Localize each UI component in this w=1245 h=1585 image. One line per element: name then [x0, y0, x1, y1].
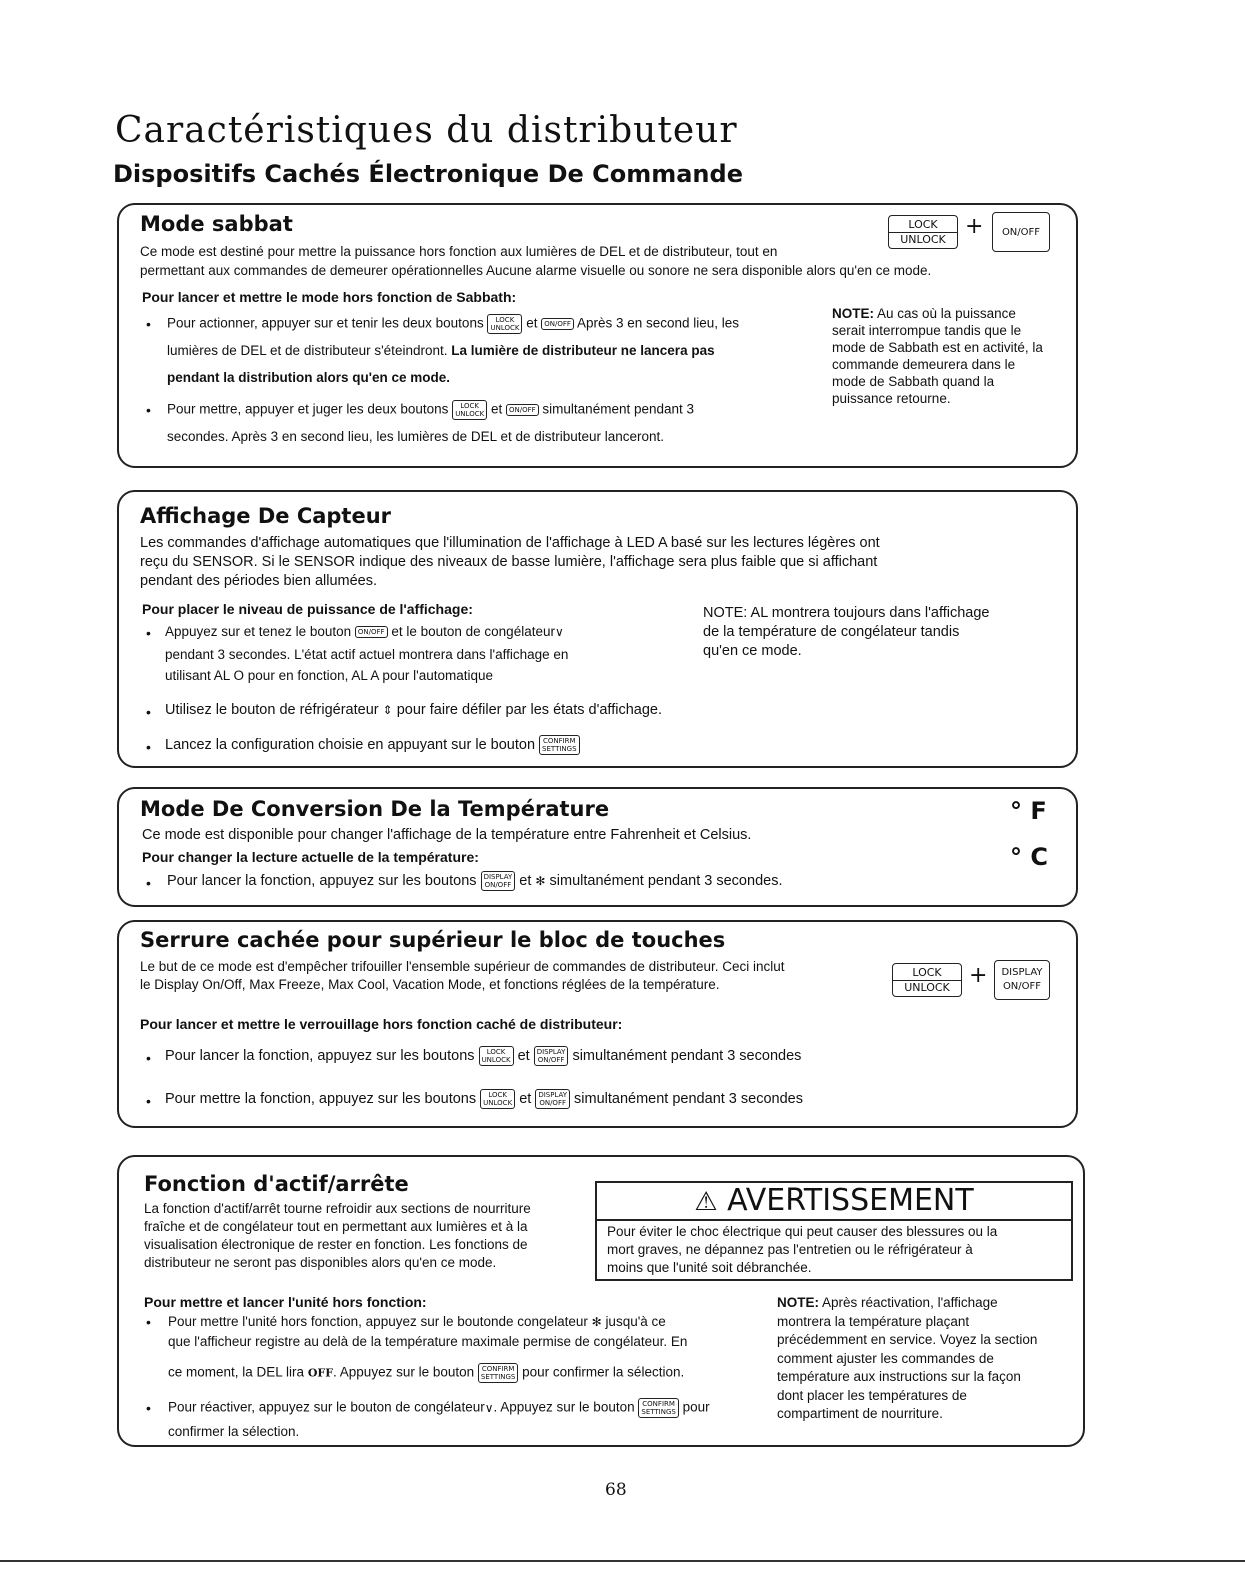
conversion-intro: Ce mode est disponible pour changer l'affichage de la température entre Fahrenheit et Celsius.	[142, 827, 752, 843]
capteur-bullet-1-line-1: Appuyez sur et tenez le bouton ON/OFF et le bouton de congélateur∨	[165, 624, 564, 639]
lock-unlock-button-icon: LOCK UNLOCK	[892, 963, 962, 997]
actif-intro: La fonction d'actif/arrêt tourne refroidir aux sections de nourriture fraîche et de congélateur tout en permettant aux lumières et à la visualisation électronique de rester en fonction. Les fonctions de distributeur ne seront pas disponibles alors qu'en ce mode.	[144, 1201, 531, 1270]
bullet: •	[146, 875, 151, 891]
conversion-instructions-title: Pour changer la lecture actuelle de la température:	[142, 849, 479, 865]
page-title: Caractéristiques du distributeur	[115, 110, 738, 151]
serrure-bullet-1: Pour lancer la fonction, appuyez sur les boutons LOCK UNLOCK et DISPLAY ON/OFF simultanément pendant 3 secondes	[165, 1048, 802, 1065]
serrure-heading: Serrure cachée pour supérieur le bloc de touches	[140, 928, 726, 952]
bullet: •	[146, 625, 151, 641]
lock-unlock-small-icon: LOCK UNLOCK	[480, 1089, 515, 1109]
onoff-button-icon: ON/OFF	[992, 212, 1050, 252]
bullet: •	[146, 739, 151, 755]
bullet: •	[146, 704, 151, 720]
conversion-bullet-1: Pour lancer la fonction, appuyez sur les boutons DISPLAY ON/OFF et ✻ simultanément pendant 3 secondes.	[167, 873, 783, 890]
actif-note: NOTE: Après réactivation, l'affichage montrera la température plaçant précédemment en service. Voyez la section comment ajuster les commandes de température aux instructions sur la façon dont placer les températures de compartiment de nourriture.	[777, 1295, 1038, 1421]
lock-unlock-small-icon: LOCK UNLOCK	[452, 400, 487, 420]
warning-header	[597, 1183, 1071, 1221]
sabbat-intro-2: permettant aux commandes de demeurer opérationnelles Aucune alarme visuelle ou sonore ne sera disponible alors qu'en ce mode.	[140, 263, 932, 278]
display-onoff-small-icon: DISPLAY ON/OFF	[535, 1089, 570, 1109]
conversion-heading: Mode De Conversion De la Température	[140, 797, 610, 821]
sabbat-bullet-2-line-2: secondes. Après 3 en second lieu, les lumières de DEL et de distributeur lanceront.	[167, 429, 665, 444]
actif-bullet-1-line-3: ce moment, la DEL lira OFF. Appuyez sur le bouton CONFIRM SETTINGS pour confirmer la sélection.	[168, 1364, 685, 1381]
lock-unlock-small-icon: LOCK UNLOCK	[487, 314, 522, 334]
lock-unlock-small-icon: LOCK UNLOCK	[479, 1046, 514, 1066]
snowflake-icon: ✻	[591, 1314, 602, 1329]
onoff-small-icon: ON/OFF	[541, 318, 574, 330]
sabbat-heading: Mode sabbat	[140, 212, 293, 236]
capteur-heading: Affichage De Capteur	[140, 504, 392, 528]
confirm-settings-small-icon: CONFIRM SETTINGS	[638, 1398, 678, 1418]
capteur-instructions-title: Pour placer le niveau de puissance de l'affichage:	[142, 601, 473, 617]
capteur-intro-3: pendant des périodes bien allumées.	[140, 573, 377, 589]
capteur-bullet-1-line-2: pendant 3 secondes. L'état actif actuel montrera dans l'affichage en	[165, 647, 569, 662]
serrure-instructions-title: Pour lancer et mettre le verrouillage hors fonction caché de distributeur:	[140, 1016, 623, 1032]
bullet: •	[146, 1314, 151, 1330]
bottom-divider	[0, 1560, 1245, 1562]
capteur-bullet-2: Utilisez le bouton de réfrigérateur ⇕ pour faire défiler par les états d'affichage.	[165, 700, 662, 720]
bullet: •	[146, 316, 151, 332]
confirm-settings-small-icon: CONFIRM SETTINGS	[478, 1363, 518, 1383]
sabbat-bullet-1-line-1: Pour actionner, appuyer sur et tenir les deux boutons LOCK UNLOCK et ON/OFF Après 3 en second lieu, les	[167, 315, 740, 332]
bullet: •	[146, 402, 151, 418]
capteur-intro-1: Les commandes d'affichage automatiques que l'illumination de l'affichage à LED A basé sur les lectures légères ont	[140, 535, 880, 551]
up-down-arrows-icon: ⇕	[382, 703, 393, 718]
actif-bullet-1-line-1: Pour mettre l'unité hors fonction, appuyez sur le boutonde congelateur ✻ jusqu'à ce	[168, 1314, 666, 1329]
lock-unlock-button-icon: LOCK UNLOCK	[888, 215, 958, 249]
onoff-small-icon: ON/OFF	[355, 626, 388, 638]
sabbat-bullet-2-line-1: Pour mettre, appuyer et juger les deux boutons LOCK UNLOCK et ON/OFF simultanément pendant 3	[167, 401, 695, 418]
warning-title: AVERTISSEMENT	[727, 1183, 974, 1218]
capteur-bullet-3: Lancez la configuration choisie en appuyant sur le bouton CONFIRM SETTINGS	[165, 735, 580, 755]
sabbat-bullet-1-line-3: pendant la distribution alors qu'en ce mode.	[167, 370, 450, 385]
capteur-bullet-1-line-3: utilisant AL O pour en fonction, AL A pour l'automatique	[165, 668, 494, 683]
plus-sign: +	[965, 214, 984, 239]
actif-bullet-1-line-2: que l'afficheur registre au delà de la température maximale permise de congélateur. En	[168, 1334, 688, 1349]
serrure-intro-1: Le but de ce mode est d'empêcher trifouiller l'ensemble supérieur de commandes de distributeur. Ceci inclut	[140, 959, 785, 974]
onoff-small-icon: ON/OFF	[506, 404, 539, 416]
sabbat-bullet-1-line-2: lumières de DEL et de distributeur s'éteindront. La lumière de distributeur ne lancera pas	[167, 343, 715, 358]
actif-bullet-2-line-2: confirmer la sélection.	[168, 1424, 300, 1439]
confirm-settings-small-icon: CONFIRM SETTINGS	[539, 735, 579, 755]
sabbat-instructions-title: Pour lancer et mettre le mode hors fonction de Sabbath:	[142, 289, 517, 305]
plus-sign: +	[969, 963, 988, 988]
bullet: •	[146, 1400, 151, 1416]
serrure-bullet-2: Pour mettre la fonction, appuyez sur les boutons LOCK UNLOCK et DISPLAY ON/OFF simultanément pendant 3 secondes	[165, 1091, 803, 1108]
display-onoff-button-icon: DISPLAY ON/OFF	[994, 960, 1050, 1000]
actif-instructions-title: Pour mettre et lancer l'unité hors fonction:	[144, 1294, 427, 1310]
bullet: •	[146, 1050, 151, 1066]
actif-heading: Fonction d'actif/arrête	[144, 1172, 409, 1196]
page-number: 68	[605, 1480, 627, 1500]
sabbat-note: NOTE: Au cas où la puissance serait interrompue tandis que le mode de Sabbath est en activité, la commande demeurera dans le mode de Sabbath quand la puissance retourne.	[832, 306, 1043, 406]
page-subtitle: Dispositifs Cachés Électronique De Commande	[113, 160, 743, 188]
warning-text: Pour éviter le choc électrique qui peut causer des blessures ou la mort graves, ne dépannez pas l'entretien ou le réfrigérateur à moins que l'unité soit débranchée.	[607, 1224, 998, 1275]
capteur-note: NOTE: AL montrera toujours dans l'affichage de la température de congélateur tandis qu'en ce mode.	[703, 605, 990, 659]
display-onoff-small-icon: DISPLAY ON/OFF	[534, 1046, 569, 1066]
warning-triangle-icon: ⚠	[694, 1187, 718, 1217]
display-onoff-small-icon: DISPLAY ON/OFF	[481, 871, 516, 891]
celsius-symbol: ° C	[1010, 843, 1048, 871]
actif-bullet-2-line-1: Pour réactiver, appuyez sur le bouton de congélateur∨. Appuyez sur le bouton CONFIRM SETTINGS pour	[168, 1399, 710, 1416]
down-chevron-icon: ∨	[484, 1400, 494, 1415]
capteur-intro-2: reçu du SENSOR. Si le SENSOR indique des niveaux de basse lumière, l'affichage sera plus faible que si affichant	[140, 554, 878, 570]
down-chevron-icon: ∨	[554, 624, 564, 639]
sabbat-intro-1: Ce mode est destiné pour mettre la puissance hors fonction aux lumières de DEL et de distributeur, tout en	[140, 244, 778, 259]
fahrenheit-symbol: ° F	[1010, 797, 1047, 825]
bullet: •	[146, 1093, 151, 1109]
snowflake-icon: ✻	[535, 874, 546, 889]
serrure-intro-2: le Display On/Off, Max Freeze, Max Cool, Vacation Mode, et fonctions réglées de la température.	[140, 977, 720, 992]
